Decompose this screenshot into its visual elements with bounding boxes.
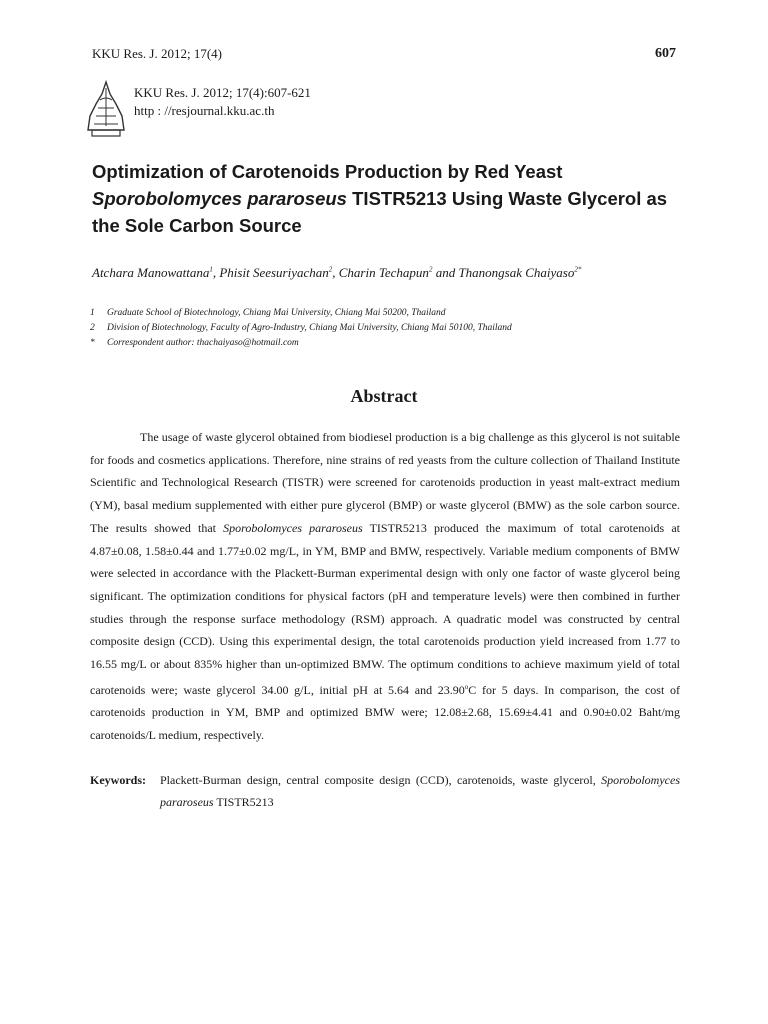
- abstract-text-part1: The usage of waste glycerol obtained from biodiesel production is a big challenge as this glycerol is not suitable for foods and cosmetics applications. Therefore, nine strains of red yeasts from the culture collection of Thailand Institute Scientific and Technological Research (TISTR) were screened for carotenoids production in yeast malt-extract medium (YM), basal medium supplemented with either pure glycerol (BMP) or waste glycerol (BMW) as the sole carbon source. The results showed that: [90, 430, 680, 535]
- affiliation-mark: 1: [90, 308, 95, 318]
- author-name: Phisit Seesuriyachan: [219, 265, 329, 280]
- affiliation-text: Division of Biotechnology, Faculty of Agro-Industry, Chiang Mai University, Chiang Mai 50100, Thailand: [107, 323, 512, 333]
- author-affiliation-mark: 2: [328, 265, 333, 274]
- abstract-species: Sporobolomyces pararoseus: [223, 520, 363, 535]
- author-separator: and: [432, 265, 459, 280]
- paper-title: [92, 158, 682, 239]
- author-affiliation-mark: 2: [428, 265, 433, 274]
- abstract-heading: Abstract: [350, 386, 418, 406]
- abstract-text-part3: C for 5 days. In comparison, the cost of carotenoids production in YM, BMP and optimized BMW were; 12.08±2.68, 15.69±4.41 and 0.90±0.02 Baht/mg carotenoids/L medium, respectively.: [90, 682, 680, 743]
- keywords-list: Plackett-Burman design, central composite design (CCD), carotenoids, waste glycerol,: [160, 773, 602, 787]
- journal-citation: KKU Res. J. 2012; 17(4):607-621: [134, 85, 311, 100]
- keywords-section: [90, 769, 680, 813]
- affiliation-list: [90, 306, 680, 351]
- abstract-text-part2: TISTR5213 produced the maximum of total carotenoids at 4.87±0.08, 1.58±0.44 and 1.77±0.02 mg/L, in YM, BMP and BMW, respectively. Variable medium components of BMW were selected in accordance with the Plackett-Burman experimental design with only one factor of waste glycerol being significant. The optimization conditions for physical factors (pH and temperature levels) were then combined in further studies through the response surface methodology (RSM) approach. A quadratic model was constructed by central composite design (CCD). Using this experimental design, the total carotenoids production yield increased from 1.77 to 16.55 mg/L or about 835% higher than un-optimized BMW. The optimum conditions to achieve maximum yield of total carotenoids were; waste glycerol 34.00 g/L, initial pH at 5.64 and 23.90: [90, 520, 680, 697]
- keywords-text: [160, 769, 680, 813]
- author-separator: ,: [212, 265, 220, 280]
- affiliation-item: [90, 306, 680, 321]
- keywords-suffix: TISTR5213: [213, 795, 274, 809]
- degree-mark: o: [464, 682, 469, 691]
- author-list: [92, 265, 682, 281]
- title-part2: TISTR5213 Using Waste Glycerol as the Sole Carbon Source: [92, 188, 668, 236]
- title-species: Sporobolomyces pararoseus: [92, 188, 347, 209]
- abstract-body: [90, 426, 680, 747]
- author-name: Thanongsak Chaiyaso: [458, 265, 575, 280]
- journal-url: http : //resjournal.kku.ac.th: [134, 103, 275, 118]
- affiliation-text: Correspondent author: thachaiyaso@hotmail.com: [107, 338, 299, 348]
- journal-reference: KKU Res. J. 2012; 17(4): [92, 46, 222, 61]
- affiliation-item: [90, 321, 680, 336]
- university-logo: [86, 80, 126, 140]
- keywords-species: Sporobolomyces pararoseus: [160, 773, 680, 809]
- author-separator: ,: [332, 265, 339, 280]
- author-name: Charin Techapun: [338, 265, 429, 280]
- keywords-label: Keywords:: [90, 773, 146, 787]
- title-part1: Optimization of Carotenoids Production by Red Yeast: [92, 161, 563, 182]
- running-header: [92, 46, 676, 62]
- author-affiliation-mark: 1: [209, 265, 213, 274]
- affiliation-item: [90, 336, 680, 351]
- page-number: 607: [655, 46, 676, 61]
- affiliation-mark: *: [90, 338, 95, 348]
- author-name: Atchara Manowattana: [92, 265, 210, 280]
- journal-citation-block: [134, 84, 311, 120]
- affiliation-text: Graduate School of Biotechnology, Chiang Mai University, Chiang Mai 50200, Thailand: [107, 308, 446, 318]
- affiliation-mark: 2: [90, 323, 95, 333]
- author-affiliation-mark: 2*: [574, 265, 582, 274]
